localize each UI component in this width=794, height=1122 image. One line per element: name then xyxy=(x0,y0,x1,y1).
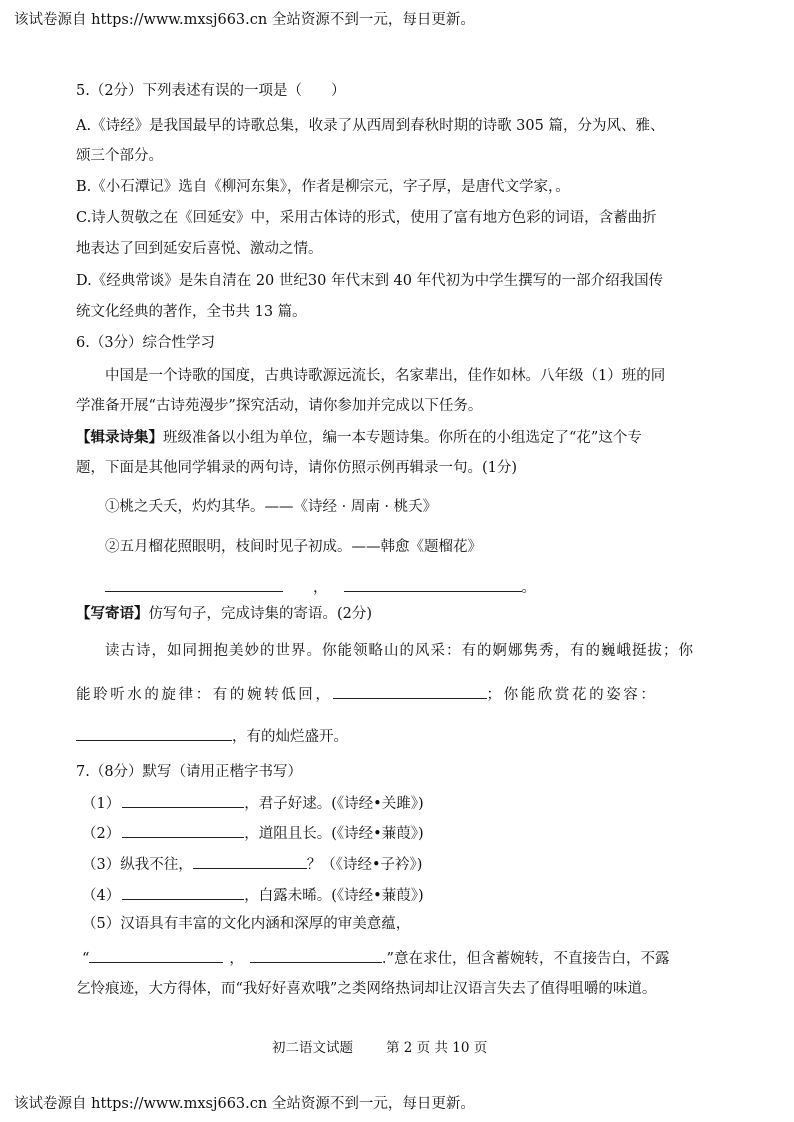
question-6-stem: 6.（3分）综合性学习 xyxy=(76,335,216,351)
poem-blank-2[interactable] xyxy=(344,576,522,592)
option-b: B.《小石潭记》选自《柳河东集》，作者是柳宗元，字子厚，是唐代文学家，。 xyxy=(76,179,570,195)
task-1-line-1 xyxy=(76,428,642,448)
dictation-item-5-line-3: 乞怜痕迹，大方得体，而“我好好喜欢哦”之类网络热词却让汉语言失去了值得咀嚼的味道。 xyxy=(76,981,657,997)
q6-intro-line-2: 学准备开展“古诗苑漫步”探究活动，请你参加并完成以下任务。 xyxy=(76,398,483,414)
example-poem-2: ②五月榴花照眼明，枝间时见子初成。——韩愈《题榴花》 xyxy=(105,539,482,555)
option-d-line-2: 统文化经典的著作，全书共 13 篇。 xyxy=(76,304,307,320)
dictation-item-3: （3）纵我不往， ？（《诗经•子衿》) xyxy=(82,853,422,875)
footer-page-number: 第 2 页 共 10 页 xyxy=(386,1040,488,1056)
task-2-text: 仿写句子，完成诗集的寄语。(2分) xyxy=(148,606,373,622)
option-a-line-1: A.《诗经》是我国最早的诗歌总集，收录了从西周到春秋时期的诗歌 305 篇，分为风、雅、 xyxy=(76,118,665,134)
dictation-item-1: （1） ，君子好逑。(《诗经•关雎》) xyxy=(82,792,424,814)
dictation-item-2: （2） ，道阻且长。(《诗经•蒹葭》) xyxy=(82,822,424,844)
dictation-blank-4[interactable] xyxy=(122,884,244,900)
message-line-3: ，有的灿烂盛开。 xyxy=(76,725,348,747)
dictation-item-5-line-1: （5）汉语具有丰富的文化内涵和深厚的审美意蕴， xyxy=(82,916,411,932)
option-a-line-2: 颂三个部分。 xyxy=(76,148,163,164)
task-1-line-2: 题，下面是其他同学辑录的两句诗，请你仿照示例再辑录一句。(1分) xyxy=(76,460,518,476)
question-7-stem: 7.（8分）默写（请用正楷字书写） xyxy=(76,764,303,780)
footer-subject: 初二语文试题 xyxy=(272,1040,353,1056)
task-2-line xyxy=(76,604,372,624)
option-c-line-2: 地表达了回到延安后喜悦、激动之情。 xyxy=(76,241,323,257)
dictation-blank-2[interactable] xyxy=(122,822,244,838)
dictation-item-5-line-2: “ ， .”意在求仕，但含蓄婉转，不直接告白，不露 xyxy=(82,947,669,969)
poem-answer-row: ， 。 xyxy=(105,576,536,598)
task-1-text: 班级准备以小组为单位，编一本专题诗集。你所在的小组选定了“花”这个专 xyxy=(163,430,642,446)
question-5-stem: 5.（2分）下列表述有误的一项是（ ） xyxy=(76,83,346,99)
message-line-2: 能聆听水的旋律：有的婉转低回， ；你能欣赏花的姿容： xyxy=(76,683,658,705)
dictation-blank-3[interactable] xyxy=(193,853,307,869)
q6-intro-line-1: 中国是一个诗歌的国度，古典诗歌源远流长，名家辈出，佳作如林。八年级（1）班的同 xyxy=(105,368,666,384)
option-c-line-1: C.诗人贺敬之在《回延安》中，采用古体诗的形式，使用了富有地方色彩的词语，含蓄曲折 xyxy=(76,210,657,226)
dictation-item-4: （4） ，白露未晞。(《诗经•蒹葭》) xyxy=(82,884,424,906)
task-1-title: 【辑录诗集】 xyxy=(76,429,163,446)
dictation-blank-5a[interactable] xyxy=(89,947,223,963)
message-blank-1[interactable] xyxy=(333,683,487,699)
poem-blank-1[interactable] xyxy=(105,576,283,592)
message-line-1: 读古诗，如同拥抱美妙的世界。你能领略山的风采：有的婀娜隽秀，有的巍峨挺拔；你 xyxy=(105,643,694,659)
source-watermark-top: 该试卷源自 https://www.mxsj663.cn 全站资源不到一元，每日更新。 xyxy=(14,12,475,28)
dictation-blank-5b[interactable] xyxy=(250,947,382,963)
option-d-line-1: D.《经典常谈》是朱自清在 20 世纪30 年代末到 40 年代初为中学生撰写的一部介绍我国传 xyxy=(76,273,664,289)
source-watermark-bottom: 该试卷源自 https://www.mxsj663.cn 全站资源不到一元，每日更新。 xyxy=(14,1096,475,1112)
dictation-blank-1[interactable] xyxy=(122,792,244,808)
message-blank-2[interactable] xyxy=(76,725,232,741)
task-2-title: 【写寄语】 xyxy=(76,605,149,622)
example-poem-1: ①桃之夭夭，灼灼其华。——《诗经 · 周南 · 桃夭》 xyxy=(105,499,438,515)
